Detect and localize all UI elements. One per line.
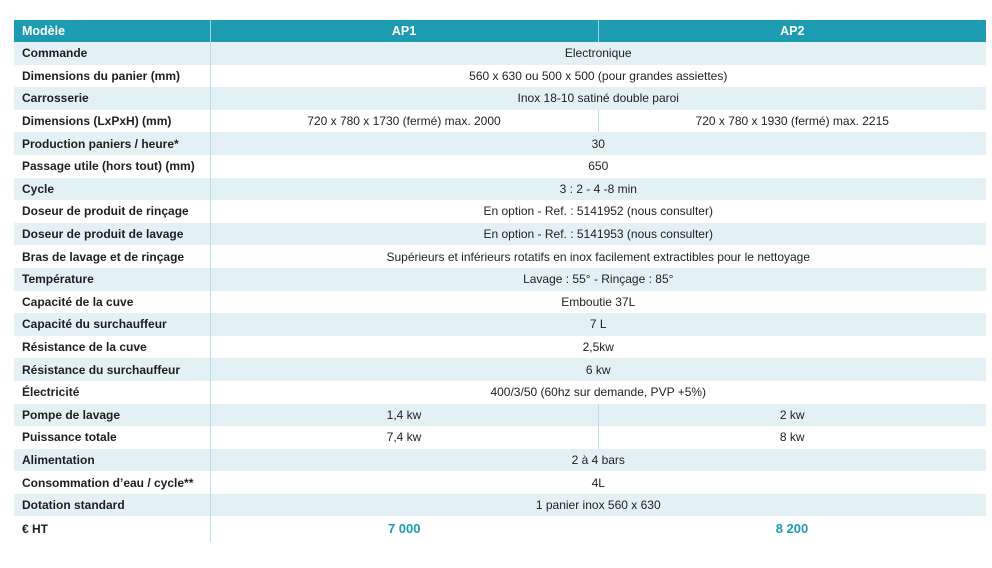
price-label: € HT xyxy=(14,516,210,542)
row-value-ap2: 720 x 780 x 1930 (fermé) max. 2215 xyxy=(598,110,986,133)
row-value: 4L xyxy=(210,471,986,494)
row-value: Inox 18-10 satiné double paroi xyxy=(210,87,986,110)
row-value: En option - Ref. : 5141953 (nous consulter) xyxy=(210,223,986,246)
table-row xyxy=(14,87,986,110)
row-value: 6 kw xyxy=(210,358,986,381)
row-label: Dimensions du panier (mm) xyxy=(14,65,210,88)
table-row xyxy=(14,65,986,88)
table-row xyxy=(14,313,986,336)
spec-body xyxy=(14,42,986,542)
price-ap1: 7 000 xyxy=(210,516,598,542)
row-value: 560 x 630 ou 500 x 500 (pour grandes assiettes) xyxy=(210,65,986,88)
table-row xyxy=(14,155,986,178)
row-label: Capacité de la cuve xyxy=(14,291,210,314)
row-label: Pompe de lavage xyxy=(14,404,210,427)
row-label: Puissance totale xyxy=(14,426,210,449)
row-value: Electronique xyxy=(210,42,986,65)
row-label: Consommation d’eau / cycle** xyxy=(14,471,210,494)
row-value: 400/3/50 (60hz sur demande, PVP +5%) xyxy=(210,381,986,404)
row-value: 2 à 4 bars xyxy=(210,449,986,472)
header-ap1: AP1 xyxy=(210,20,598,42)
row-label: Capacité du surchauffeur xyxy=(14,313,210,336)
row-value: 650 xyxy=(210,155,986,178)
row-label: Température xyxy=(14,268,210,291)
row-value: Supérieurs et inférieurs rotatifs en inox facilement extractibles pour le nettoyage xyxy=(210,245,986,268)
row-label: Carrosserie xyxy=(14,87,210,110)
table-row xyxy=(14,268,986,291)
row-value-ap2: 2 kw xyxy=(598,404,986,427)
row-label: Résistance de la cuve xyxy=(14,336,210,359)
table-row xyxy=(14,223,986,246)
row-label: Doseur de produit de lavage xyxy=(14,223,210,246)
table-row xyxy=(14,200,986,223)
table-row xyxy=(14,132,986,155)
row-value: 2,5kw xyxy=(210,336,986,359)
table-row xyxy=(14,42,986,65)
table-row xyxy=(14,449,986,472)
row-label: Bras de lavage et de rinçage xyxy=(14,245,210,268)
row-value-ap1: 7,4 kw xyxy=(210,426,598,449)
table-row xyxy=(14,494,986,517)
price-ap2: 8 200 xyxy=(598,516,986,542)
table-row xyxy=(14,110,986,133)
row-label: Résistance du surchauffeur xyxy=(14,358,210,381)
table-row xyxy=(14,471,986,494)
row-value: En option - Ref. : 5141952 (nous consulter) xyxy=(210,200,986,223)
row-value-ap2: 8 kw xyxy=(598,426,986,449)
price-row xyxy=(14,516,986,542)
row-label: Doseur de produit de rinçage xyxy=(14,200,210,223)
table-row xyxy=(14,358,986,381)
spec-table xyxy=(14,20,986,542)
table-row xyxy=(14,336,986,359)
table-row xyxy=(14,291,986,314)
header-model: Modèle xyxy=(14,20,210,42)
row-value: 30 xyxy=(210,132,986,155)
row-label: Production paniers / heure* xyxy=(14,132,210,155)
header-ap2: AP2 xyxy=(598,20,986,42)
row-label: Alimentation xyxy=(14,449,210,472)
row-value-ap1: 720 x 780 x 1730 (fermé) max. 2000 xyxy=(210,110,598,133)
row-value-ap1: 1,4 kw xyxy=(210,404,598,427)
row-label: Passage utile (hors tout) (mm) xyxy=(14,155,210,178)
row-label: Commande xyxy=(14,42,210,65)
table-row xyxy=(14,404,986,427)
row-label: Cycle xyxy=(14,178,210,201)
row-value: Emboutie 37L xyxy=(210,291,986,314)
table-row xyxy=(14,426,986,449)
row-label: Dimensions (LxPxH) (mm) xyxy=(14,110,210,133)
row-value: 3 : 2 - 4 -8 min xyxy=(210,178,986,201)
table-row xyxy=(14,381,986,404)
table-row xyxy=(14,178,986,201)
row-label: Électricité xyxy=(14,381,210,404)
row-value: 1 panier inox 560 x 630 xyxy=(210,494,986,517)
table-row xyxy=(14,245,986,268)
row-label: Dotation standard xyxy=(14,494,210,517)
row-value: 7 L xyxy=(210,313,986,336)
header-row xyxy=(14,20,986,42)
row-value: Lavage : 55° - Rinçage : 85° xyxy=(210,268,986,291)
